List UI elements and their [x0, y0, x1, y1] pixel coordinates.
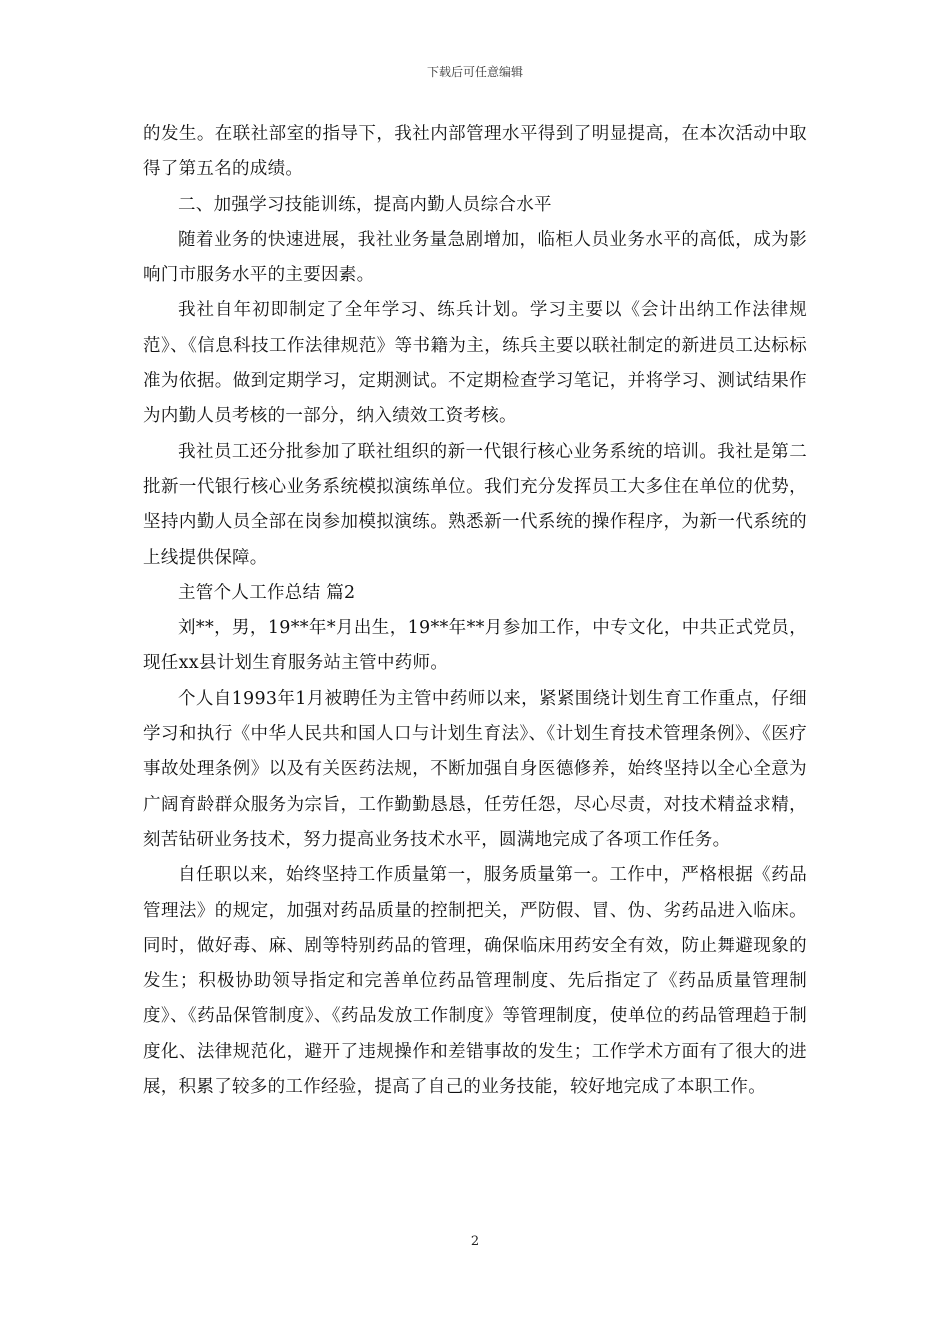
- paragraph: 刘**，男，19**年*月出生，19**年**月参加工作，中专文化，中共正式党员，现任xx县计划生育服务站主管中药师。: [143, 618, 807, 674]
- page-number: 2: [470, 1234, 480, 1249]
- document-body: [143, 117, 807, 1105]
- paragraph: 我社自年初即制定了全年学习、练兵计划。学习主要以《会计出纳工作法律规范》、《信息科技工作法律规范》等书籍为主，练兵主要以联社制定的新进员工达标标准为依据。做到定期学习，定期测试。不定期检查学习笔记，并将学习、测试结果作为内勤人员考核的一部分，纳入绩效工资考核。: [143, 300, 807, 427]
- paragraph: 随着业务的快速进展，我社业务量急剧增加，临柜人员业务水平的高低，成为影响门市服务水平的主要因素。: [143, 229, 807, 286]
- page-header: 下载后可任意编辑: [426, 65, 523, 79]
- paragraph: 个人自1993年1月被聘任为主管中药师以来，紧紧围绕计划生育工作重点，仔细学习和执行《中华人民共和国人口与计划生育法》、《计划生育技术管理条例》、《医疗事故处理条例》以及有关医药法规，不断加强自身医德修养，始终坚持以全心全意为广阔育龄群众服务为宗旨，工作勤勤恳恳，任劳任怨，尽心尽责，对技术精益求精，刻苦钻研业务技术，努力提高业务技术水平，圆满地完成了各项工作任务。: [143, 688, 807, 850]
- paragraph: 我社员工还分批参加了联社组织的新一代银行核心业务系统的培训。我社是第二批新一代银行核心业务系统模拟演练单位。我们充分发挥员工大多住在单位的优势，坚持内勤人员全部在岗参加模拟演练。熟悉新一代系统的操作程序，为新一代系统的上线提供保障。: [143, 441, 807, 568]
- paragraph: 自任职以来，始终坚持工作质量第一，服务质量第一。工作中，严格根据《药品管理法》的规定，加强对药品质量的控制把关，严防假、冒、伪、劣药品进入临床。同时，做好毒、麻、剧等特别药品的管理，确保临床用药安全有效，防止舞避现象的发生；积极协助领导指定和完善单位药品管理制度、先后指定了《药品质量管理制度》、《药品保管制度》、《药品发放工作制度》等管理制度，使单位的药品管理趋于制度化、法律规范化，避开了违规操作和差错事故的发生；工作学术方面有了很大的进展，积累了较多的工作经验，提高了自己的业务技能，较好地完成了本职工作。: [143, 865, 807, 1098]
- paragraph-continuation: 的发生。在联社部室的指导下，我社内部管理水平得到了明显提高，在本次活动中取得了第五名的成绩。: [143, 124, 807, 180]
- document-subtitle: 主管个人工作总结 篇2: [178, 582, 356, 603]
- section-heading: 二、加强学习技能训练，提高内勤人员综合水平: [178, 194, 552, 215]
